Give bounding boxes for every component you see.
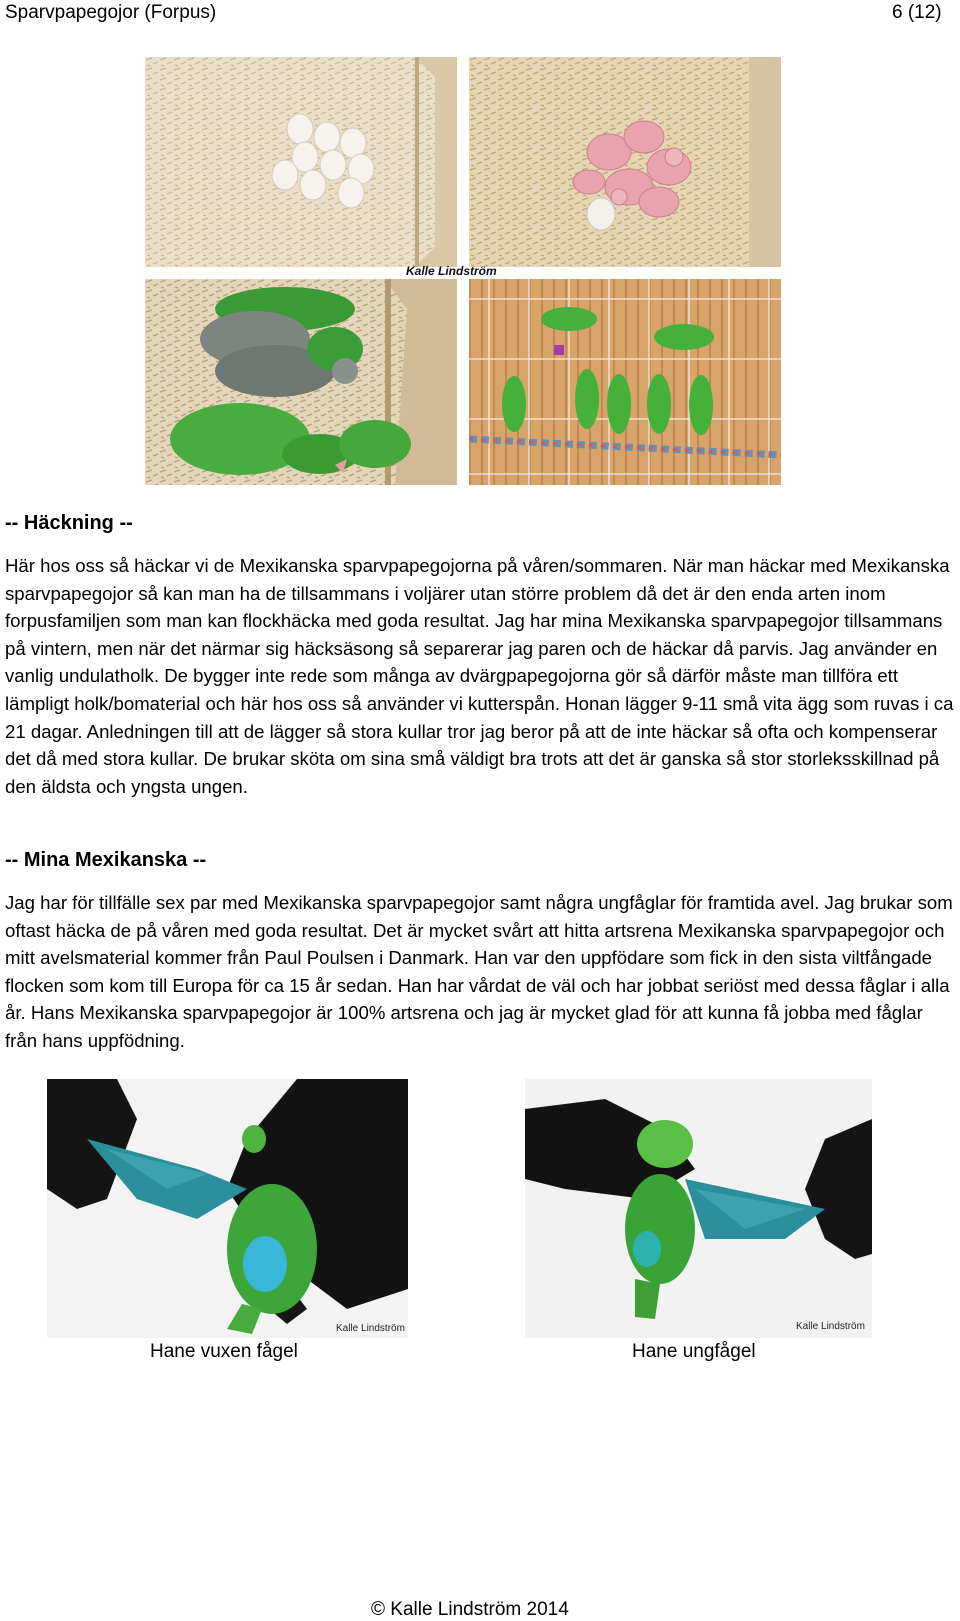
eggs-image (145, 57, 457, 267)
cage-photo (469, 279, 781, 485)
young-male-image (525, 1079, 872, 1338)
chicks-photo (469, 57, 781, 267)
document-title: Sparvpapegojor (Forpus) (5, 2, 217, 23)
adult-male-image (47, 1079, 408, 1338)
section-text-my-mexicans: Jag har för tillfälle sex par med Mexikanska sparvpapegojor samt några ungfåglar för framtida avel. Jag brukar som oftast häcka de på våren med goda resultat. Det är mycket svårt att hitta artsrena Mexikanska sparvpapegojor och mitt avelsmaterial kommer från Paul Poulsen i Danmark. Han var den uppfödare som fick in den sista viltfångade flocken som kom till Europa för ca 15 år sedan. Han har vårdat de väl och har jobbat seriöst med dessa fåglar i alla år. Hans Mexikanska sparvpapegojor är 100% artsrena och jag är mycket glad för att kunna få jobba med fåglar från hans uppfödning. (5, 892, 953, 1051)
copyright-footer: © Kalle Lindström 2014 (371, 1599, 569, 1620)
fledglings-photo (145, 279, 457, 485)
adult-male-credit: Kalle Lindström (336, 1323, 405, 1334)
section-heading-my-mexicans: -- Mina Mexikanska -- (5, 849, 207, 871)
page-number: 6 (12) (892, 2, 942, 23)
young-male-photo (525, 1079, 872, 1338)
fledglings-image (145, 279, 457, 485)
eggs-photo (145, 57, 457, 267)
young-male-caption: Hane ungfågel (632, 1341, 756, 1362)
adult-male-caption: Hane vuxen fågel (150, 1341, 298, 1362)
cage-image (469, 279, 781, 485)
section-text-breeding: Här hos oss så häckar vi de Mexikanska sparvpapegojorna på våren/sommaren. När man häckar med Mexikanska sparvpapegojor så kan man ha de tillsammans i voljärer utan större problem då det är den enda arten inom forpusfamiljen som man kan flockhäcka med goda resultat. Jag har mina Mexikanska sparvpapegojor tillsammans på vintern, men när det närmar sig häcksäsong så separerar jag paren och de häckar då parvis. Jag använder en vanlig undulatholk. De bygger inte rede som många av dvärgpapegojorna gör så därför måste man tillföra ett lämpligt holk/bomaterial och här hos oss så använder vi kutterspån. Honan lägger 9-11 små vita ägg som ruvas i ca 21 dagar. Anledningen till att de lägger så stora kullar tror jag beror på att de inte häckar så ofta och kompenserar det då med stora kullar. De brukar sköta om sina små väldigt bra trots att det är ganska så stor storleksskillnad på den äldsta och yngsta ungen. (5, 555, 954, 797)
adult-male-photo (47, 1079, 408, 1338)
section-heading-breeding: -- Häckning -- (5, 512, 133, 534)
chicks-image (469, 57, 781, 267)
young-male-credit: Kalle Lindström (796, 1321, 865, 1332)
collage-credit: Kalle Lindström (406, 264, 497, 278)
